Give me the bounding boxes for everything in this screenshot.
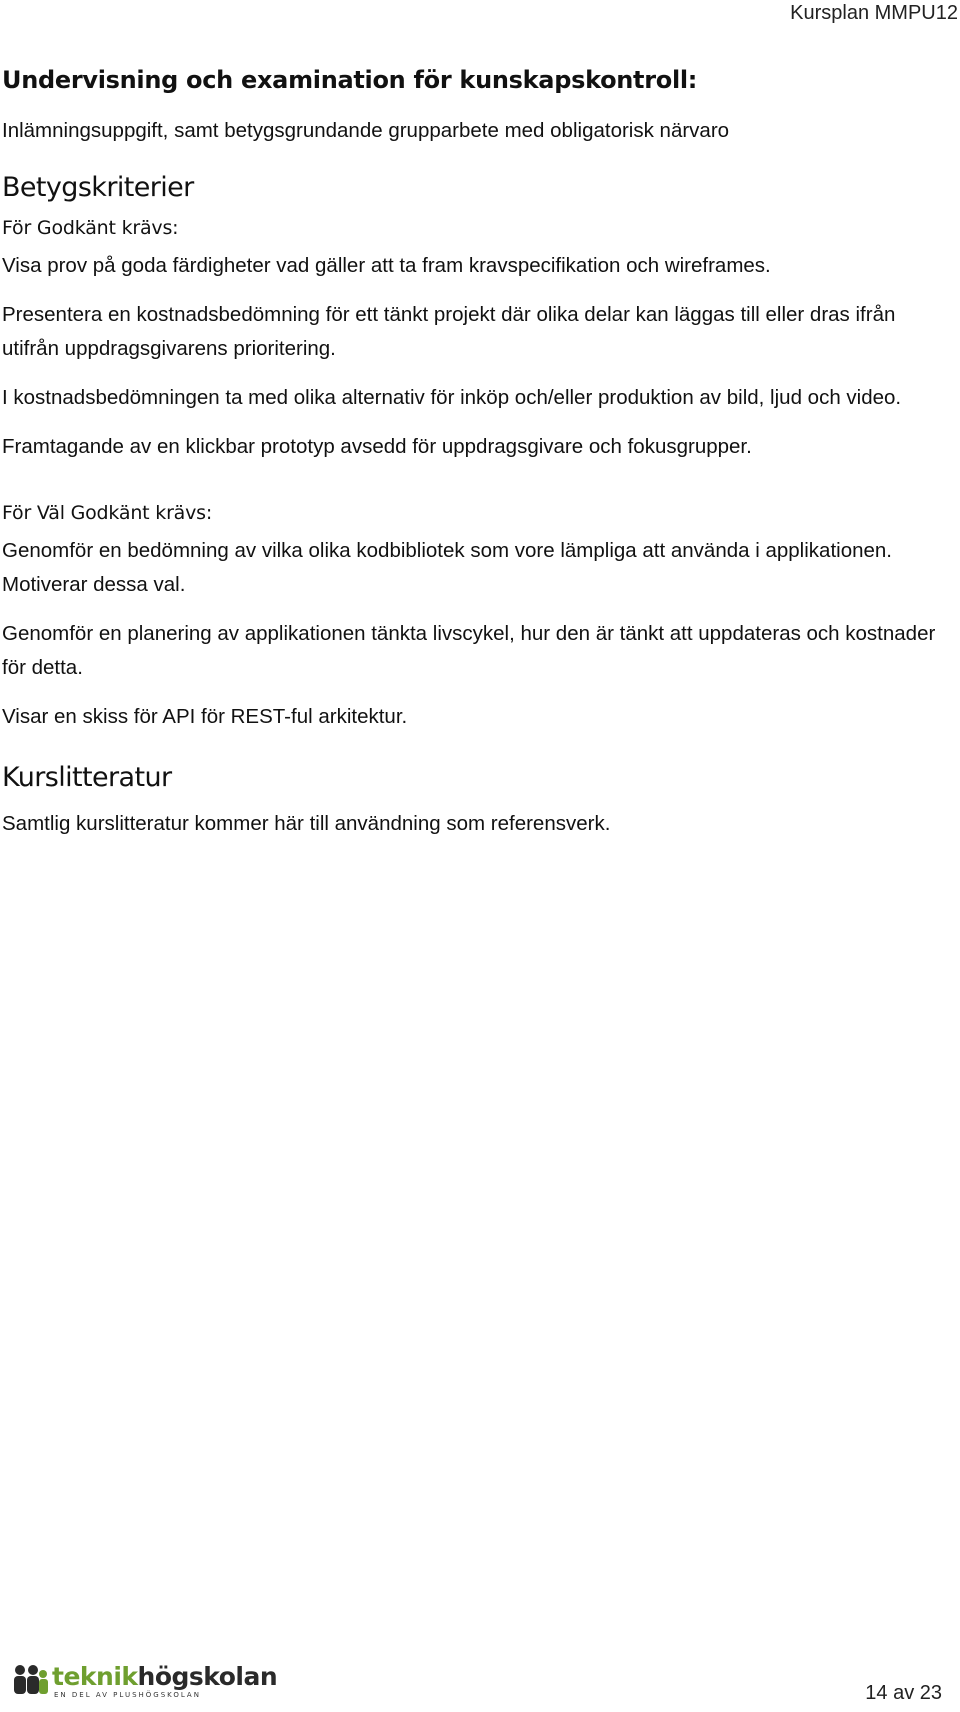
distinction-heading: För Väl Godkänt krävs: xyxy=(2,502,213,524)
logo-tagline: EN DEL AV PLUSHÖGSKOLAN xyxy=(54,1691,201,1699)
page-number: 14 av 23 xyxy=(865,1682,942,1704)
distinction-criterion: Genomför en bedömning av vilka olika kodbibliotek som vore lämpliga att använda i applikationen. Motiverar dessa val. xyxy=(2,539,892,596)
literature-heading: Kurslitteratur xyxy=(2,762,172,793)
people-group-icon xyxy=(12,1664,48,1696)
pass-heading: För Godkänt krävs: xyxy=(2,217,179,239)
grading-heading: Betygskriterier xyxy=(2,172,194,203)
pass-criterion: Framtagande av en klickbar prototyp avsedd för uppdragsgivare och fokusgrupper. xyxy=(2,435,752,458)
teaching-heading: Undervisning och examination för kunskapskontroll: xyxy=(2,66,698,94)
page-content xyxy=(2,66,947,856)
distinction-criterion: Genomför en planering av applikationen tänkta livscykel, hur den är tänkt att uppdateras och kostnader för detta. xyxy=(2,622,936,679)
teaching-text: Inlämningsuppgift, samt betygsgrundande grupparbete med obligatorisk närvaro xyxy=(2,119,730,142)
logo-wordmark: teknikhögskolan xyxy=(52,1662,278,1691)
course-code-header: Kursplan MMPU12 xyxy=(790,2,958,24)
pass-criterion: I kostnadsbedömningen ta med olika alternativ för inköp och/eller produktion av bild, ljud och video. xyxy=(2,386,902,409)
pass-criterion: Visa prov på goda färdigheter vad gäller att ta fram kravspecifikation och wireframes. xyxy=(2,254,771,277)
literature-text: Samtlig kurslitteratur kommer här till användning som referensverk. xyxy=(2,812,611,835)
pass-criterion: Presentera en kostnadsbedömning för ett tänkt projekt där olika delar kan läggas till eller dras ifrån utifrån uppdragsgivarens prioritering. xyxy=(2,303,896,360)
teknikhogskolan-logo xyxy=(12,1664,277,1700)
distinction-criterion: Visar en skiss för API för REST-ful arkitektur. xyxy=(2,705,408,728)
